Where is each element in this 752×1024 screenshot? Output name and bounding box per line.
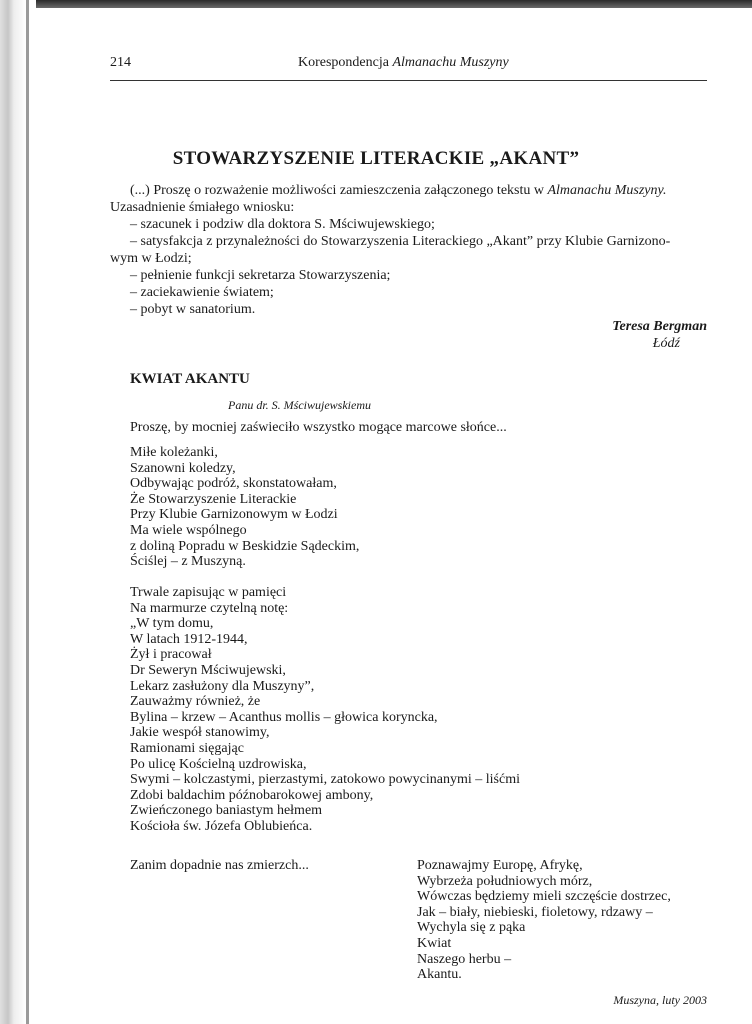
poem-line: Dr Seweryn Mściwujewski, — [130, 662, 286, 678]
poem-line: z doliną Popradu w Beskidzie Sądeckim, — [130, 538, 360, 554]
poem-line: Przy Klubie Garnizonowym w Łodzi — [130, 507, 338, 523]
poem-line: Trwale zapisując w pamięci — [130, 585, 287, 600]
letter-item-2-cont: wym w Łodzi; — [110, 251, 192, 266]
poem-closing-right — [417, 858, 671, 983]
poem-opening: Proszę, by mocniej zaświeciło wszystko mogące marcowe słońce... — [130, 420, 507, 435]
header-rule — [110, 80, 707, 81]
poem-line: Kwiat — [417, 935, 452, 951]
poem-line: Po ulicę Kościelną uzdrowiska, — [130, 756, 307, 772]
poem-line: W latach 1912-1944, — [130, 631, 248, 647]
letter-intro-text: (...) Proszę o rozważenie możliwości zamieszczenia załączonego tekstu w — [130, 183, 548, 198]
poem-line: Swymi – kolczastymi, pierzastymi, zatokowo powycinanymi – liśćmi — [130, 772, 520, 788]
letter-intro — [130, 183, 666, 199]
poem-line: Na marmurze czytelną notę: — [130, 600, 289, 616]
poem-line: Poznawajmy Europę, Afrykę, — [417, 858, 583, 873]
poem-line: Wychyla się z pąka — [417, 920, 526, 936]
poem-line: Kościoła św. Józefa Oblubieńca. — [130, 818, 313, 834]
letter-title: STOWARZYSZENIE LITERACKIE „AKANT” — [172, 148, 580, 169]
poem-line: Ściślej – z Muszyną. — [130, 554, 246, 570]
poem-title: KWIAT AKANTU — [130, 371, 250, 387]
poem-line: Zauważmy również, że — [130, 694, 261, 710]
poem-stanza-2 — [130, 585, 520, 835]
poem-line: Zdobi baldachim późnobarokowej ambony, — [130, 787, 374, 803]
letter-author: Teresa Bergman — [612, 319, 707, 334]
letter-item-2: – satysfakcja z przynależności do Stowarzyszenia Literackiego „Akant” przy Klubie Garnizono- — [130, 234, 671, 249]
poem-line: Odbywając podróż, skonstatowałam, — [130, 476, 337, 492]
page-number: 214 — [110, 55, 131, 70]
letter-city: Łódź — [652, 336, 680, 351]
letter-item-1: – szacunek i podziw dla doktora S. Mściwujewskiego; — [130, 217, 435, 232]
poem-line: Miłe koleżanki, — [130, 445, 218, 460]
poem-line: Bylina – krzew – Acanthus mollis – głowica koryncka, — [130, 709, 438, 725]
letter-item-4: – zaciekawienie światem; — [130, 285, 274, 300]
poem-line: Jakie wespół stanowimy, — [130, 725, 270, 741]
poem-line: Wówczas będziemy mieli szczęście dostrzec, — [417, 889, 671, 905]
letter-reason-heading: Uzasadnienie śmiałego wniosku: — [110, 200, 295, 215]
poem-line: Zwieńczonego baniastym hełmem — [130, 803, 323, 819]
poem-line: Wybrzeża południowych mórz, — [417, 873, 593, 889]
poem-line: Jak – biały, niebieski, fioletowy, rdzawy – — [417, 904, 653, 920]
poem-line: Szanowni koledzy, — [130, 460, 236, 476]
poem-line: Naszego herbu – — [417, 951, 512, 967]
poem-line: Żył i pracował — [130, 647, 212, 663]
poem-stanza-1 — [130, 445, 359, 570]
letter-item-3: – pełnienie funkcji sekretarza Stowarzyszenia; — [130, 268, 391, 283]
poem-line: Akantu. — [417, 967, 462, 983]
poem-line: Że Stowarzyszenie Literackie — [130, 491, 297, 507]
running-title-italic: Almanachu Muszyny — [392, 55, 509, 70]
poem-line: Ramionami sięgając — [130, 740, 244, 756]
poem-dedication: Panu dr. S. Mściwujewskiemu — [228, 398, 371, 412]
running-title — [298, 55, 509, 71]
poem-signature: Muszyna, luty 2003 — [613, 993, 707, 1007]
poem-line: Lekarz zasłużony dla Muszyny”, — [130, 678, 315, 694]
letter-item-5: – pobyt w sanatorium. — [130, 302, 256, 317]
letter-intro-italic: Almanachu Muszyny. — [547, 183, 667, 198]
poem-closing-left: Zanim dopadnie nas zmierzch... — [130, 858, 309, 873]
poem-line: Ma wiele wspólnego — [130, 522, 247, 538]
poem-line: „W tym domu, — [130, 616, 214, 632]
running-title-text: Korespondencja — [298, 55, 393, 70]
